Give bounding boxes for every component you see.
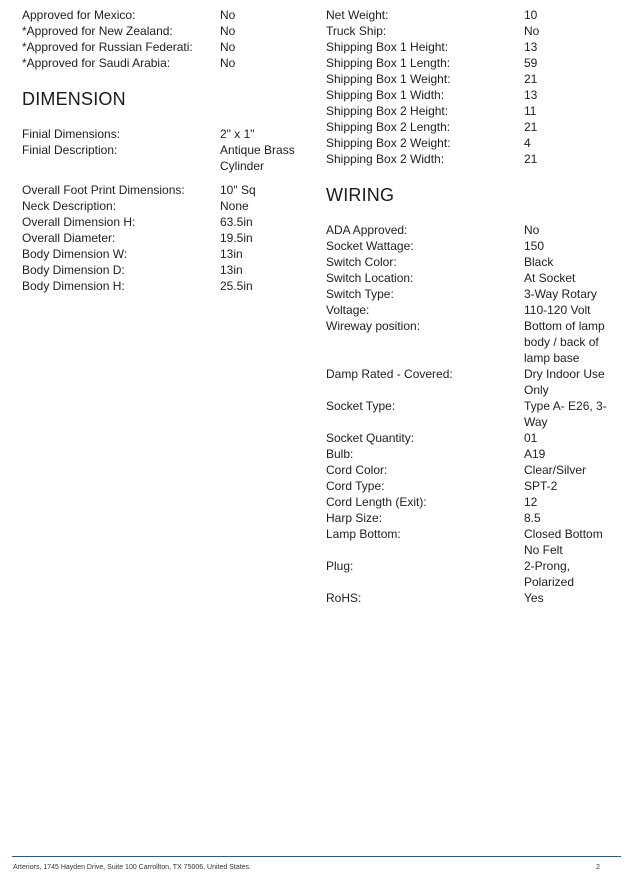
spec-value: Antique Brass Cylinder [220,143,295,173]
spec-row [22,246,312,262]
spec-value: 10" Sq [220,183,256,197]
spec-value: 10 [524,8,538,22]
spec-label: Shipping Box 1 Height: [326,40,449,54]
spec-label: Shipping Box 1 Weight: [326,72,451,86]
spec-value: 8.5 [524,511,541,525]
spec-row [326,23,626,39]
spec-row [326,446,626,462]
dimension-heading: DIMENSION [22,89,126,109]
spec-row [326,302,626,318]
spec-value: Closed Bottom No Felt [524,527,603,557]
spec-value: No [524,223,540,237]
spec-row [326,558,626,590]
spec-label: Shipping Box 2 Height: [326,104,449,118]
spec-label: Body Dimension H: [22,279,125,293]
spec-label: Finial Description: [22,143,118,157]
spec-label: Finial Dimensions: [22,127,121,141]
spec-row [326,238,626,254]
spec-value: 21 [524,120,538,134]
spec-value: 13in [220,247,243,261]
spec-row [326,39,626,55]
spec-label: Voltage: [326,303,370,317]
spec-value: 13in [220,263,243,277]
spec-value: 12 [524,495,538,509]
spec-label: *Approved for Russian Federati: [22,40,193,54]
spec-value: No [220,56,236,70]
spec-value: Clear/Silver [524,463,587,477]
spec-row [326,590,626,606]
spec-label: Switch Color: [326,255,397,269]
spec-value: 01 [524,431,538,445]
spec-value: Yes [524,591,544,605]
spec-label: Bulb: [326,447,354,461]
spec-label: Wireway position: [326,319,421,333]
spec-label: Truck Ship: [326,24,387,38]
spec-row [22,142,312,174]
spec-row [22,126,312,142]
spec-value: 59 [524,56,538,70]
spec-label: Shipping Box 2 Width: [326,152,445,166]
spec-row [326,119,626,135]
spec-value: 2-Prong, Polarized [524,559,575,589]
spec-label: Socket Wattage: [326,239,414,253]
spec-label: *Approved for New Zealand: [22,24,173,38]
spec-label: Shipping Box 1 Length: [326,56,451,70]
right-column [326,7,626,606]
spec-label: Body Dimension W: [22,247,128,261]
spec-row [326,318,626,366]
spec-label: Shipping Box 2 Length: [326,120,451,134]
spec-value: No [220,8,236,22]
spec-value: 2" x 1" [220,127,255,141]
spec-label: Approved for Mexico: [22,8,136,22]
spec-row [326,430,626,446]
spec-row [326,526,626,558]
spec-value: 13 [524,88,538,102]
spec-value: 25.5in [220,279,253,293]
spec-row [326,286,626,302]
spec-row [326,510,626,526]
spec-row [326,135,626,151]
spec-row [326,7,626,23]
spec-label: Cord Length (Exit): [326,495,427,509]
spec-row [326,270,626,286]
footer-divider [12,856,621,857]
spec-value: No [220,24,236,38]
spec-label: Lamp Bottom: [326,527,401,541]
spec-value: 21 [524,72,538,86]
spec-value: Black [524,255,554,269]
spec-row [326,103,626,119]
spec-value: 150 [524,239,545,253]
spec-label: *Approved for Saudi Arabia: [22,56,171,70]
spec-value: SPT-2 [524,479,558,493]
left-column [22,7,312,294]
spec-label: Socket Quantity: [326,431,415,445]
spec-label: Shipping Box 2 Weight: [326,136,451,150]
spec-label: Cord Type: [326,479,385,493]
spec-row [22,262,312,278]
spec-label: Damp Rated - Covered: [326,367,453,381]
spec-row [326,462,626,478]
spec-row [22,55,312,71]
spec-row [326,87,626,103]
spec-row [326,478,626,494]
spec-row [22,7,312,23]
spec-row [22,278,312,294]
spec-label: ADA Approved: [326,223,408,237]
spec-value: 21 [524,152,538,166]
spec-value: 110-120 Volt [524,303,591,317]
spec-row [326,366,626,398]
spec-value: No [220,40,236,54]
spec-label: Net Weight: [326,8,389,22]
spec-row [22,23,312,39]
spec-label: Overall Diameter: [22,231,116,245]
spec-value: Bottom of lamp body / back of lamp base [524,319,605,365]
spec-label: RoHS: [326,591,362,605]
spec-label: Shipping Box 1 Width: [326,88,445,102]
spec-value: A19 [524,447,546,461]
page-number: 2 [596,864,600,871]
spec-value: 11 [524,104,537,118]
spec-value: At Socket [524,271,576,285]
spec-row [22,198,312,214]
spec-value: 4 [524,136,531,150]
spec-row [22,230,312,246]
spec-label: Neck Description: [22,199,117,213]
spec-label: Overall Dimension H: [22,215,136,229]
spec-label: Socket Type: [326,399,396,413]
spec-value: None [220,199,249,213]
spec-row [326,398,626,430]
spec-label: Harp Size: [326,511,383,525]
spec-value: Type A- E26, 3-Way [524,399,607,429]
spec-row [326,254,626,270]
spec-row [22,214,312,230]
spec-value: Dry Indoor Use Only [524,367,605,397]
spec-value: 63.5in [220,215,253,229]
spec-label: Overall Foot Print Dimensions: [22,183,185,197]
spec-row [22,39,312,55]
spec-value: No [524,24,540,38]
spec-label: Plug: [326,559,354,573]
spec-row [326,222,626,238]
spec-row [326,494,626,510]
spec-label: Cord Color: [326,463,388,477]
footer-address: Arteriors, 1745 Hayden Drive, Suite 100 Carrollton, TX 75006, United States. [13,864,251,871]
spec-row [326,71,626,87]
spec-value: 19.5in [220,231,253,245]
spec-label: Body Dimension D: [22,263,125,277]
spec-label: Switch Location: [326,271,414,285]
spec-label: Switch Type: [326,287,394,301]
spec-value: 3-Way Rotary [524,287,597,301]
spec-row [326,55,626,71]
spec-row [326,151,626,167]
spec-row [22,182,312,198]
spec-value: 13 [524,40,538,54]
wiring-heading: WIRING [326,185,395,205]
